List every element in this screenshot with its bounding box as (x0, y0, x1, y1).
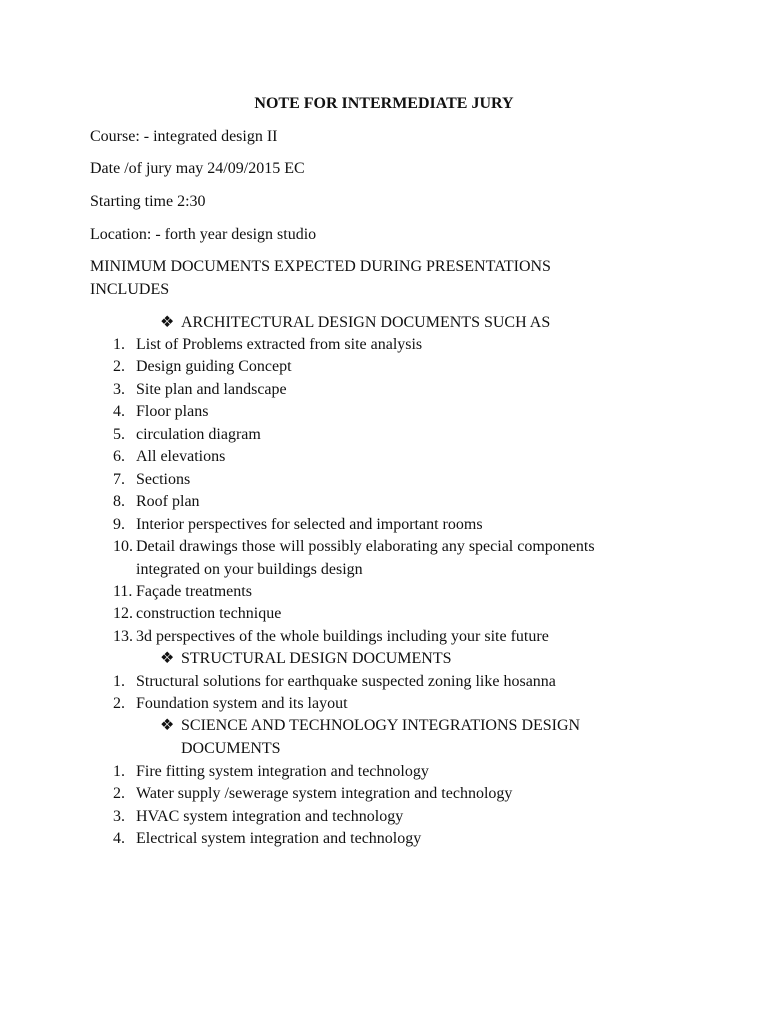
science-technology-heading (160, 715, 630, 760)
list-item-text: Detail drawings those will possibly elaborating any special components integrated on your buildings design (136, 538, 595, 578)
list-item (113, 334, 673, 357)
list-item (113, 356, 673, 379)
list-item-text: Design guiding Concept (136, 358, 292, 375)
list-item-number: 9. (113, 516, 125, 533)
list-item (113, 671, 673, 694)
list-item (113, 401, 673, 424)
list-item (113, 379, 673, 402)
list-item-text: 3d perspectives of the whole buildings including your site future (136, 628, 549, 645)
list-item (113, 761, 673, 784)
list-item (113, 424, 673, 447)
list-item-text: Foundation system and its layout (136, 695, 348, 712)
list-item-number: 11. (113, 583, 133, 600)
list-item-number: 12. (113, 605, 133, 622)
list-item (113, 626, 673, 649)
diamond-bullet-icon: ❖ (160, 314, 175, 331)
list-item-text: Sections (136, 471, 191, 488)
diamond-bullet-icon: ❖ (160, 650, 175, 667)
list-item (113, 806, 673, 829)
list-item (113, 514, 673, 537)
location-line: Location: - forth year design studio (90, 226, 317, 243)
structural-heading (160, 648, 640, 671)
list-item-text: Structural solutions for earthquake suspected zoning like hosanna (136, 673, 556, 690)
architectural-heading (160, 312, 640, 335)
list-item-number: 5. (113, 426, 125, 443)
list-item-number: 4. (113, 830, 125, 847)
list-item-number: 2. (113, 785, 125, 802)
list-item (113, 491, 673, 514)
list-item (113, 469, 673, 492)
list-item-text: Electrical system integration and technology (136, 830, 422, 847)
list-item-text: All elevations (136, 448, 226, 465)
list-item-text: circulation diagram (136, 426, 261, 443)
start-time-line: Starting time 2:30 (90, 193, 206, 210)
list-item-text: Site plan and landscape (136, 381, 287, 398)
list-item-text: HVAC system integration and technology (136, 808, 404, 825)
date-line: Date /of jury may 24/09/2015 EC (90, 160, 305, 177)
diamond-bullet-icon: ❖ (160, 717, 175, 734)
document-title: NOTE FOR INTERMEDIATE JURY (254, 95, 514, 112)
list-item-text: construction technique (136, 605, 282, 622)
list-item-text: Interior perspectives for selected and important rooms (136, 516, 483, 533)
list-item-number: 1. (113, 763, 125, 780)
list-item-number: 10. (113, 538, 133, 555)
list-item-number: 1. (113, 673, 125, 690)
architectural-heading-text: ARCHITECTURAL DESIGN DOCUMENTS SUCH AS (181, 314, 551, 331)
list-item-number: 2. (113, 695, 125, 712)
list-item (113, 828, 673, 851)
list-item-text: Façade treatments (136, 583, 252, 600)
list-item-number: 4. (113, 403, 125, 420)
list-item-number: 7. (113, 471, 125, 488)
list-item (113, 783, 673, 806)
list-item-number: 13. (113, 628, 133, 645)
course-line: Course: - integrated design II (90, 128, 278, 145)
list-item-number: 8. (113, 493, 125, 510)
minimum-documents-line: MINIMUM DOCUMENTS EXPECTED DURING PRESENTATIONS INCLUDES (90, 258, 551, 298)
list-item (113, 603, 673, 626)
list-item-number: 6. (113, 448, 125, 465)
list-item (113, 581, 673, 604)
list-item (113, 446, 673, 469)
list-item-number: 1. (113, 336, 125, 353)
list-item-text: Water supply /sewerage system integration and technology (136, 785, 513, 802)
list-item-number: 2. (113, 358, 125, 375)
structural-heading-text: STRUCTURAL DESIGN DOCUMENTS (181, 650, 452, 667)
list-item-text: Floor plans (136, 403, 209, 420)
list-item (113, 693, 673, 716)
list-item-number: 3. (113, 808, 125, 825)
science-technology-heading-text: SCIENCE AND TECHNOLOGY INTEGRATIONS DESIGN DOCUMENTS (181, 717, 581, 757)
list-item (113, 536, 653, 581)
list-item-text: Roof plan (136, 493, 200, 510)
list-item-text: Fire fitting system integration and technology (136, 763, 429, 780)
list-item-number: 3. (113, 381, 125, 398)
list-item-text: List of Problems extracted from site analysis (136, 336, 423, 353)
